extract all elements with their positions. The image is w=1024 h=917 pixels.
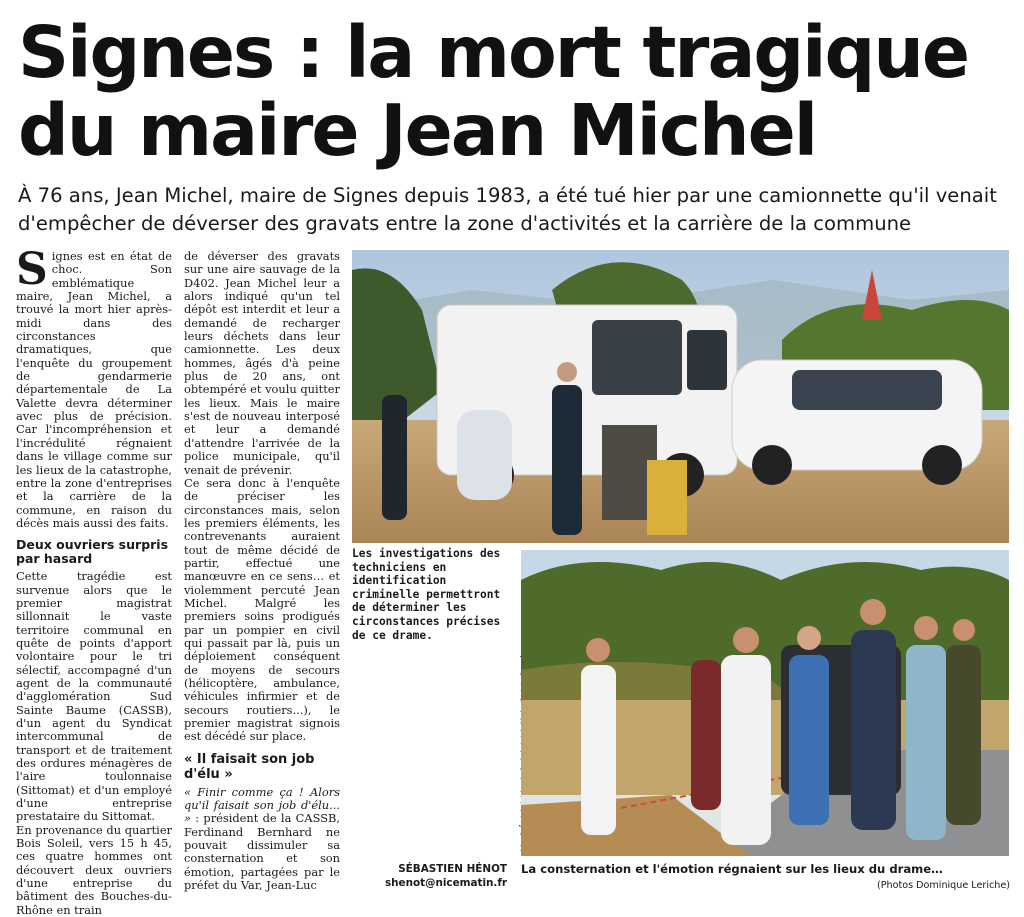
paragraph-tragedie: Cette tragédie est survenue alors que le premier magistrat sillonnait le vaste territoire communal en quête de points d'apport volontaire pour le tri sélectif, accompagné d'un agent de la communauté d'agglomération Sud Sainte Baume (CASSB), d'un agent du Syndicat intercommunal de transport et de traitement des ordures ménagères de l'aire toulonnaise (Sittomat) et d'un employé d'une entreprise prestataire du Sittomat. [16, 569, 172, 824]
author-name: SÉBASTIEN HÉNOT [398, 863, 507, 875]
standfirst: À 76 ans, Jean Michel, maire de Signes depuis 1983, a été tué hier par une camionnette qu'il venait d'empêcher de déverser des gravats entre la zone d'activités et la carrière de la commune [18, 184, 997, 235]
paragraph-quote [184, 786, 340, 893]
quote-attribution: : président de la CASSB, Ferdinand Bernhard ne pouvait dissimuler sa consternation et son émotion, partagées par le préfet du Var, Jean-Luc [184, 811, 340, 893]
paragraph-provenance: En provenance du quartier Bois Soleil, vers 15 h 45, ces quatre hommes ont découvert deux ouvriers d'une entreprise du bâtiment des Bouches-du-Rhône en train [16, 822, 172, 917]
paragraph-gravats: de déverser des gravats sur une aire sauvage de la D402. Jean Michel leur a alors indiqué qu'un tel dépôt est interdit et leur a demandé de recharger leurs déchets dans leur camionnette. Les deux hommes, âgés d'à peine plus de 20 ans, ont obtempéré et voulu quitter les lieux. Mais le maire s'est de nouveau interposé et leur a demandé d'attendre l'arrivée de la police municipale, qu'il venait de prévenir. [184, 249, 340, 477]
photo-caption-investigation: Les investigations des techniciens en identification criminelle permettront de déterminer les circonstances précises de ce drame. [352, 547, 501, 642]
paragraph-intro [16, 244, 172, 530]
intro-text: ignes est en état de choc. Son emblématique maire, Jean Michel, a trouvé la mort hier après-midi dans des circonstances dramatiques, que l'enquête du groupement de gendarmerie départementale de La Valette devra déterminer avec plus de précision. Car l'incompréhension et l'incrédulité régnaient dans le village comme sur les lieux de la catastrophe, entre la zone d'entreprises et la carrière de la commune, en raison du décès mais aussi des faits. [16, 249, 172, 530]
paragraph-enquete: Ce sera donc à l'enquête de préciser les circonstances mais, selon les premiers éléments, les contrevenants auraient tout de même décidé de partir, effectué une manœuvre en ce sens… et violemment percuté Jean Michel. Malgré les premiers soins prodigués par un pompier en civil qui passait par là, puis un déploiement conséquent de moyens de secours (hélicoptère, ambulance, véhicules infirmier et de secours routiers...), le premier magistrat signois est décédé sur place. [184, 475, 340, 744]
article-column-1 [16, 244, 172, 917]
photo-credit: (Photos Dominique Leriche) [877, 880, 1010, 891]
photo-investigation [352, 250, 1009, 543]
author-email: shenot@nicematin.fr [384, 877, 507, 889]
article-column-2 [184, 250, 340, 892]
photo-consternation [521, 550, 1009, 856]
headline: Signes : la mort tragique du maire Jean Michel [18, 11, 969, 172]
byline [352, 862, 507, 890]
subhead-job-elu: « Il faisait son job d'élu » [184, 751, 315, 782]
drop-cap: S [16, 244, 48, 295]
quote-text: « Finir comme ça ! Alors qu'il faisait son job d'élu... » [184, 784, 340, 826]
photo-caption-consternation: La consternation et l'émotion régnaient sur les lieux du drame… [521, 862, 943, 876]
subhead-ouvriers: Deux ouvriers surpris par hasard [16, 537, 169, 567]
